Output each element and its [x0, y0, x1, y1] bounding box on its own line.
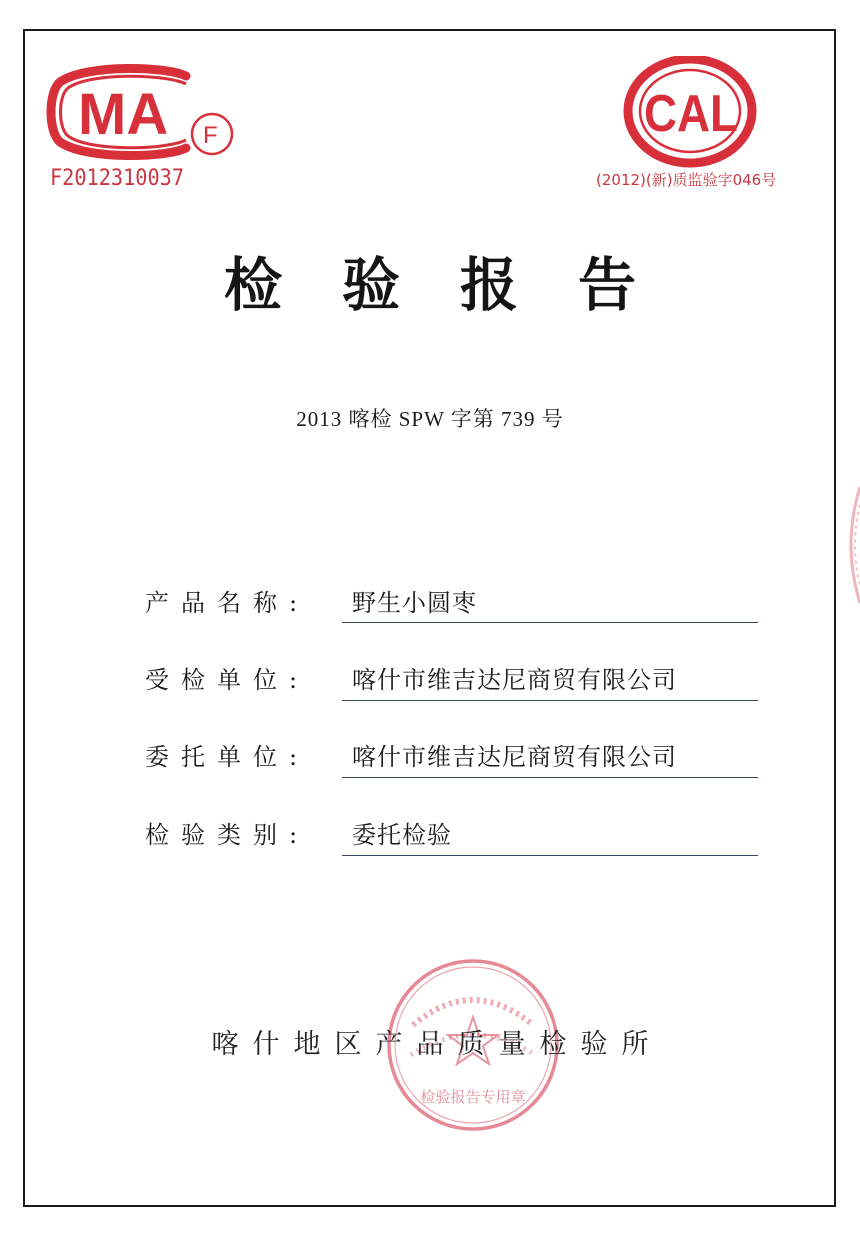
report-number: 2013 喀检 SPW 字第 739 号: [296, 407, 564, 431]
cal-certificate-code: (2012)(新)质监验字046号: [596, 171, 777, 189]
field-underline: [342, 855, 758, 856]
ma-letters: MA: [78, 82, 169, 147]
field-value-inspection-type: 委托检验: [352, 821, 452, 849]
ma-certificate-code: F2012310037: [50, 166, 185, 191]
field-underline: [342, 777, 758, 778]
cma-stamp: [46, 62, 241, 162]
edge-seal-fragment: [842, 485, 860, 605]
cal-letters: CAL: [644, 85, 738, 143]
field-value-entrusting-unit: 喀什市维吉达尼商贸有限公司: [352, 743, 677, 771]
field-label-inspected-unit: 受检单位:: [145, 666, 310, 694]
field-value-product: 野生小圆枣: [352, 589, 477, 617]
report-title: 检验报告: [223, 251, 696, 319]
ma-circle-letter: F: [203, 122, 218, 149]
issuing-institute: 喀什地区产品质量检验所: [211, 1029, 663, 1060]
field-value-inspected-unit: 喀什市维吉达尼商贸有限公司: [352, 666, 677, 694]
field-underline: [342, 700, 758, 701]
field-label-product: 产品名称:: [145, 589, 310, 617]
cal-stamp: [622, 56, 762, 168]
field-underline: [342, 622, 758, 623]
seal-text: 检验报告专用章: [420, 1088, 526, 1106]
field-label-entrusting-unit: 委托单位:: [145, 743, 310, 771]
field-label-inspection-type: 检验类别:: [145, 821, 310, 849]
